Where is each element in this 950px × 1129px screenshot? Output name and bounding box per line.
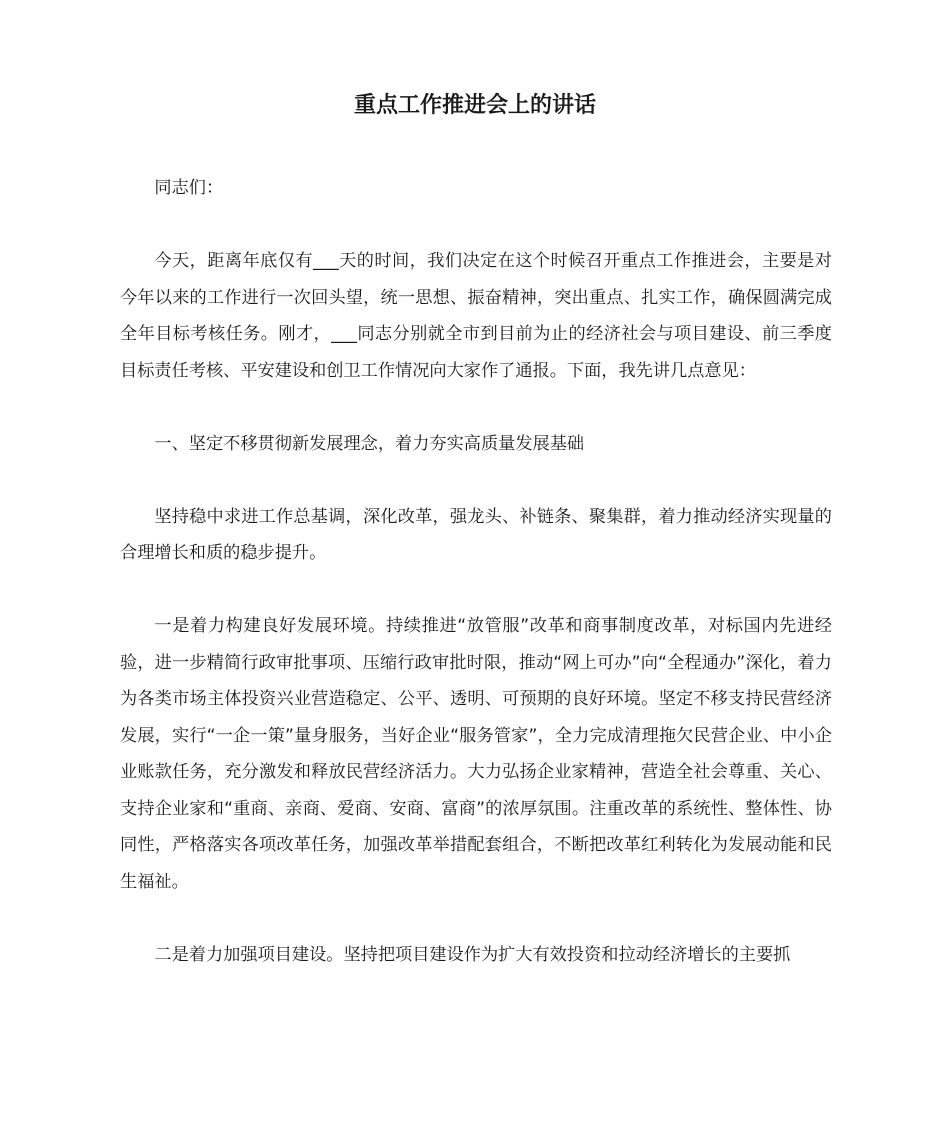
section-heading: 一、坚定不移贯彻新发展理念，着力夯实高质量发展基础 (154, 433, 585, 454)
point-one-paragraph: 一是着力构建良好发展环境。持续推进“放管服”改革和商事制度改革，对标国内先进经验，进一步精简行政审批事项、压缩行政审批时限，推动“网上可办”向“全程通办”深化，着力为各类市场主体投资兴业营造稳定、公平、透明、可预期的良好环境。坚定不移支持民营经济发展，实行“一企一策”量身服务，当好企业“服务管家”，全力完成清理拖欠民营企业、中小企业账款任务，充分激发和释放民营经济活力。大力弘扬企业家精神，营造全社会尊重、关心、支持企业家和“重商、亲商、爱商、安商、富商”的浓厚氛围。注重改革的系统性、整体性、协同性，严格落实各项改革任务，加强改革举措配套组合，不断把改革红利转化为发展动能和民生福祉。 (120, 616, 832, 892)
section-summary-paragraph: 坚持稳中求进工作总基调，深化改革，强龙头、补链条、聚集群，着力推动经济实现量的合理增长和质的稳步提升。 (120, 506, 832, 563)
intro-paragraph: 今天，距离年底仅有___天的时间，我们决定在这个时候召开重点工作推进会，主要是对今年以来的工作进行一次回头望，统一思想、振奋精神，突出重点、扎实工作，确保圆满完成全年目标考核任务。刚才，___同志分别就全市到目前为止的经济社会与项目建设、前三季度目标责任考核、平安建设和创卫工作情况向大家作了通报。下面，我先讲几点意见： (120, 251, 832, 381)
salutation-paragraph: 同志们： (154, 178, 224, 198)
document-title: 重点工作推进会上的讲话 (353, 93, 596, 118)
point-two-paragraph: 二是着力加强项目建设。坚持把项目建设作为扩大有效投资和拉动经济增长的主要抓 (154, 944, 791, 965)
document-body (120, 170, 832, 1010)
